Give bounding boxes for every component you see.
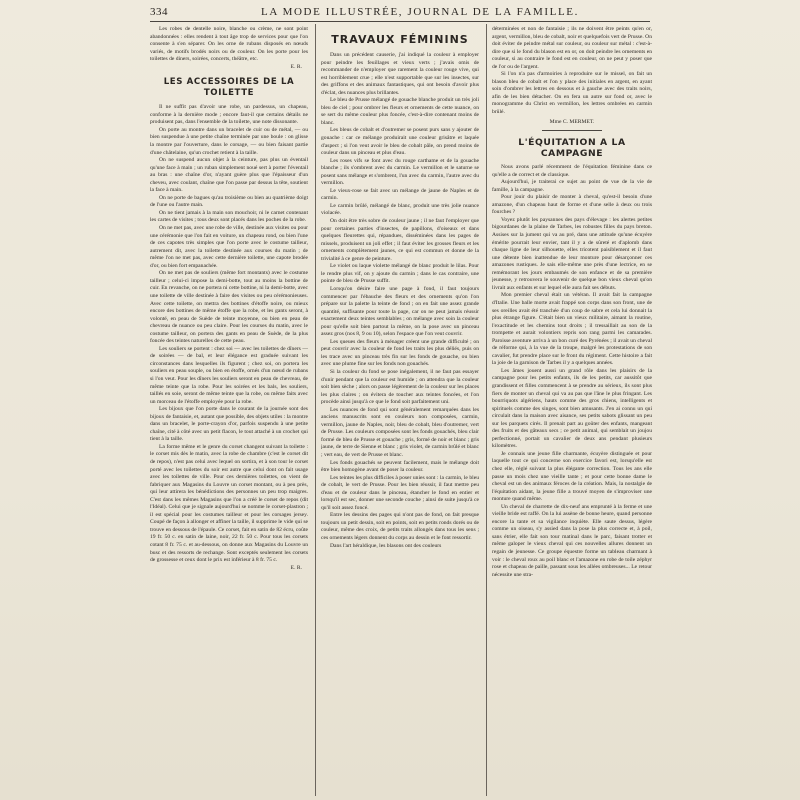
journal-title: LA MODE ILLUSTRÉE, JOURNAL DE LA FAMILLE. — [261, 6, 579, 18]
article-paragraph: Mon premier cheval était un vétéran. Il avait fait la campagne d'Italie. Une balle morte avait frappé son corps dans son front, une de ses oreilles avait été tranchée d'un coup de sabre et cela lui donnait la plus étrange figure. C'était bien un vieux militaire, aimant la routine, l'exactitude et les chemins tout droits ; il tressaillait au son de la trompette et aurait volontiers repris son rang parmi les camarades. Paroisse aventure arriva à un bon curé des Pyrénées ; il avait un cheval de réforme qui, à la vue de la troupe, malgré les protestations de son cavalier, fut prendre place sur le front du régiment. Cette histoire a fait la joie de la garnison de Tarbes il y a quelques années. — [492, 292, 652, 367]
page-number: 334 — [150, 6, 168, 18]
page-header — [150, 4, 650, 22]
column-divider — [486, 24, 487, 796]
article-paragraph: On ne met pas, avec une robe de ville, destinée aux visites ou pour une cérémonie que l'on fait en voiture, un chapeau rond, ou bien l'une de ces capotes très simples que l'on porte avec le costume tailleur, autrement dit, avec la toilette destinée aux courses du matin ; de même l'on ne met pas, avec cette dernière toilette, une capote brodée d'or, ou bien fort empanachée. — [150, 225, 308, 269]
article-paragraph: Les souliers se portent : chez soi — avec les toilettes de dîners — de soirées — de bal, et leur élégance est graduée suivant les circonstances dans lesquelles ils figurent ; chez soi, on portera les souliers en peau souple, ou bien en étoffe, ornés d'un nœud de rubans si l'on veut. Pour les dîners les souliers seront en peau de chevreau, de même teinte que la robe. Pour les soirées et les bals, les souliers, taillés en soie, seront de même teinte que la robe, ou même faits avec un morceau de l'étoffe employée pour la robe. — [150, 345, 308, 405]
article-signature: Mme C. MERMET. — [549, 118, 595, 125]
intro-paragraph: Les robes de dentelle noire, blanche ou crème, ne sont point abandonnées : elles rendent à tout âge trop de services pour que l'on consente à s'en séparer. On les orne de rubans disposés en nœuds variés, de motifs brodés noirs ou de couleur. On les porte pour les toilettes de diners, soirées, concerts, théâtre, etc. — [150, 26, 308, 63]
article-paragraph: Lorsqu'on désire faire une page à fond, il faut toujours commencer par l'ébauche des fleurs et des ornements qu'on l'on prépare sur la palette la teinte de fond ; on en fait une assez grande quantité, suffisante pour toute la page, car on ne peut jamais réussir exactement deux teintes semblables ; on mélange avec soin la couleur pour qu'elle soit bien partout la même, on la pose avec un pinceau assez gros (nos 8, 9 ou 10), selon l'espace que l'on veut couvrir. — [321, 285, 479, 338]
article-paragraph: Pour jouir du plaisir de monter à cheval, qu'est-il besoin d'une amazone, d'un chapeau haut de forme et d'une selle à deux ou trois fourches ? — [492, 194, 652, 216]
article-paragraph: Les queues des fleurs à ménager créent une grande difficulté ; on peut couvrir avec la couleur de fond les traits les plus déliés, puis on les trace avec un pinceau très fin sur les fonds de gouache, ou bien avec une plume fine sur les fonds non gouachés. — [321, 338, 479, 368]
article-paragraph: Les fonds gouachés se peuvent facilement, mais le mélange doit être bien homogène avant de poser la couleur. — [321, 459, 479, 474]
article-paragraph: On ne tient jamais à la main son mouchoir, ni le carnet contenant les cartes de visites ; tous deux sont placés dans les poches de la robe. — [150, 209, 308, 224]
article-paragraph: déterminées et non de fantaisie ; ils ne doivent être peints qu'en or, argent, vermillon, bleu de cobalt, noir et quelquefois vert de Prusse. On doit éviter de peindre métal sur couleur, ou couleur sur métal : c'est-à-dire que si le fond du blason est en or, on doit peindre les ornements en couleur, si au contraire le fond est en couleur, on ne peut y poser que de l'or ou de l'argent. — [492, 26, 652, 70]
article-paragraph: Un cheval de charrette de dix-neuf ans emprunté à la ferme et une vieille bride est raffé. On la lui assène de bonne heure, quand personne encore la tante et sa vigilance inquiète. Elle saute dessus, légère comme un oiseau, s'y assied dans la pose la plus correcte et, à poil, sans étrier, elle fait son tour matinal dans le parc, faisant trotter et même galoper le vieux cheval qui ces nouvelles allures donnent un regain de jeunesse. Ce groupe équestre forme un tableau charmant à voir : le cheval roux au poil blanc et l'amazone en robe de toile zéphyr rose et chapeau de paille, passant sous les allées ombreuses... Le retour nécessite une stra- — [492, 503, 652, 578]
section-rule — [542, 130, 602, 131]
column-right — [492, 26, 652, 796]
article-paragraph: Dans un précédent causerie, j'ai indiqué la couleur à employer pour peindre les feuillages et vieux verts ; j'avais omis de recommander de n'employer que rarement la couleur rouge vive, qui est horriblement crue ; elle n'est supportable que sur les insectes, sur des griffons et des animaux fantastiques, qui ont besoin d'avoir plus d'éclat, des nuances plus brillantes. — [321, 52, 479, 96]
article-paragraph: Les bleus de cobalt et d'outremer se posent purs sans y ajouter de gouache : car ce mélange produirait une couleur grisâtre et laquée d'aspect ; si l'on veut avoir le bleu de cobalt pâle, on prend moins de couleur dans un pinceau et plus d'eau. — [321, 127, 479, 157]
article-paragraph: La forme même et le genre du corset changent suivant la toilette : le corset mis dès le matin, avec la robe de chambre (c'est le corset dit de repos), n'est pas celui avec lequel on sortira, et à son tour le corset porté avec les toilettes du soir est autre que celui dont on fait usage avec les toilettes de ville. Pour ces dernières toilettes, on vient de fabriquer aux Magasins du Louvre un corset montant, ou à peu près, qui leur attirera les bénédictions des personnes un peu trop maigres. C'est dans les mêmes Magasins que l'on a créé le corset de repos (dit l'Idéal). Celui que je signale aujourd'hui se nomme le corset-plastron ; il est spécial pour les costumes tailleur et pour les corsages jersey. Coupé de façon à allonger et affiner la taille, il supprime le vide qui se trouve en dessous de l'épaule. Ce corset, fait en satin de 82 écru, coûte 19 fr. 50 c. en satin de laine, noir, 22 fr. 50 c. Pour tous les corsets cotant 8 fr. 75 c. et au-dessous, on donne aux Magasins du Louvre un busc et des ressorts de rechange. Sont exceptés seulement les corsets de grossesse et ceux dont le prix est inférieur à 8 fr. 75 c. — [150, 443, 308, 564]
article-paragraph: Entre les dessins des pages qui n'ont pas de fond, on fait presque toujours un petit dessin, soit en points, soit en petits ronds dorés ou de couleur, même des croix, de petits traits allongés dans tous les sens ; ces ornements légers donnent du corps au dessin et le font ressortir. — [321, 512, 479, 541]
column-divider — [315, 24, 316, 796]
column-middle — [321, 26, 479, 796]
column-left — [150, 26, 308, 796]
article-title-accessoires: LES ACCESSOIRES DE LA TOILETTE — [163, 77, 295, 99]
article-paragraph: On ne suspend aucun objet à la ceinture, pas plus un éventail qu'une face à main ; un ruban simplement noué sert à porter l'éventail au bras : une chaîne d'or, n'ayant guère plus que l'épaisseur d'un cheveu, avec coulant, chaîne que l'on passe par dessus la tête, soutient la face à main. — [150, 157, 308, 194]
article-paragraph: Le vieux-rose se fait avec un mélange de jaune de Naples et de carmin. — [321, 187, 479, 202]
article-paragraph: Les bijoux que l'on porte dans le courant de la journée sont des bijoux de fantaisie, et, autant que possible, des objets utiles : la montre dans un bracelet, le porte-crayon d'or, parfois suspendu à une petite chaîne, cité à côté avec un petit flacon, le tout attaché à un crochet qui tient à la taille. — [150, 406, 308, 443]
article-paragraph: Voyez plutôt les paysannes des pays d'élevage : les alertes petites bigourdanes de la plaine de Tarbes, les robustes filles du pays breton. Assises sur la jument qui va au pré, dans une attitude qu'une écuyère émérite pourrait leur envier, tant il y a de sûreté et d'aplomb dans chaque ligne de leur silhouette, elles tricotent paisiblement et il faut une détente bien inattendue de leur monture pour désarçonner ces amazones rustiques. Je sais elle-même une près d'une lectrice, en se remémorant les jours embaumés de son enfance et de sa première jeunesse, y retrouvera le souvenir de quelque bon vieux cheval qu'on livrait aux enfants et sur lequel elle aura fait ses débuts. — [492, 216, 652, 291]
article-paragraph: On ne met pas de souliers (même fort montants) avec le costume tailleur ; celui-ci impose la demi-botte, tout au moins la bottine de cuir. En revanche, on ne portera ni cette bottine, ni la demi-botte, avec une toilette de ville destinée à faire des visites ou peu cérémonieuses. Avec cette toilette, on mettra des bottines d'étoffe noire, ou mieux encore des bottines de même étoffe que la robe, et les gants seront, à volonté, en peau de Suède de teinte moyenne, ou bien en peau de chevreau de nuance ou peu claire. Pour les courses du matin, avec le costume tailleur, on portera des gants en peau de Suède, de la plus foncée des teintes naturelles de cette peau. — [150, 270, 308, 345]
article-paragraph: On porte au montre dans un bracelet de cuir ou de métal, — ou bien suspendue à une petite chaîne terminée par une boule : on glisse la montre par l'ouverture, dans le corsage, — ou bien faisant partie d'une châtelaine, qu'un crochet retient à la taille. — [150, 126, 308, 156]
intro-signature: E. R. — [290, 63, 302, 70]
article-paragraph: Il ne suffit pas d'avoir une robe, un pardessus, un chapeau, conforme à la dernière mode ; encore faut-il que certains détails ne produisent pas, dans l'ensemble de la toilette, une note dissonante. — [150, 104, 308, 126]
article-paragraph: Dans l'art héraldique, les blasons ont des couleurs — [330, 542, 442, 549]
article-title-travaux: TRAVAUX FÉMININS — [331, 33, 469, 46]
article-paragraph: Les teintes les plus difficiles à poser unies sont : la carmin, le bleu de cobalt, le vert de Prusse. Pour les bien réussir, il faut mettre peu d'eau et de couleur dans le pinceau, étancher le fond en entier et lorsqu'il est sec, donner une seconde couche ; ainsi de suite jusqu'à ce qu'il soit assez foncé. — [321, 474, 479, 511]
article-paragraph: Aujourd'hui, je traiterai ce sujet au point de vue de la vie de famille, à la campagne. — [492, 179, 652, 193]
article-signature: E. R. — [290, 564, 302, 571]
article-paragraph: Si la couleur du fond se pose inégalement, il ne faut pas essayer d'unir pendant que la couleur est humide ; on attendra que la couleur soit bien sèche ; alors on passe légèrement de la couleur sur les places les plus claires ; on évitera de toucher aux teintes foncées, et l'on procède ainsi jusqu'à ce que le fond soit parfaitement uni. — [321, 368, 479, 406]
article-paragraph: Les nuances de fond qui sont généralement remarquées dans les anciens manuscrits sont en couleurs non composées, carmin, vermillon, jaune de Naples, noir, bleu de cobalt, bleu d'outremer, vert de Prusse. Les couleurs composées sont les fonds gouachés, bleu clair formé de bleu de Prusse et gouache ; gris, formé de noir et blanc ; gris jaune, de terre de Sienne et blanc ; gris violet, de carmin brûlé et blanc ; vert eau, de vert de Prusse et blanc. — [321, 406, 479, 458]
article-paragraph: Le bleu de Prusse mélangé de gouache blanche produit un très joli bleu de ciel ; pour ombrer les fleurs et ornements de cette nuance, on se sert du même couleur plus foncée, c'est-à-dire contenant moins de blanc. — [321, 97, 479, 126]
article-paragraph: On doit être très sobre de couleur jaune ; il ne faut l'employer que pour certaines parties d'insectes, de papillons, d'oiseaux et dans quelques fleurettes qui, répandues, disséminées dans les pages de missels, produisent un joli effet ; il faut éviter les grosses fleurs et les ornements complètement jaunes, ce qui est commun et donne de la trivialité à ce genre de peinture. — [321, 218, 479, 262]
article-paragraph: On ne porte de bagues qu'au troisième ou bien au quatrième doigt de l'une ou l'autre main. — [150, 194, 308, 209]
article-title-equitation: L'ÉQUITATION A LA CAMPAGNE — [518, 137, 626, 160]
article-paragraph: Si l'on n'a pas d'armoiries à reproduire sur le missel, on fait un blason bleu de cobalt et l'on y place des initiales en argent, en ayant soin d'ombrer les lettres en dessous et à gauche avec des traits noirs, afin de les bien détacher. On en fera un autre sur fond or, avec le monogramme du Christ en vermillon, les lettres ombrées en carmin brûlé. — [492, 71, 652, 116]
article-paragraph: Je connais une jeune fille charmante, écuyère distinguée et pour laquelle tout ce qui concerne son exercice favori est, lorsqu'elle est chez elle, réglé suivant la plus élégante correction. Tous les ans elle passe un mois chez une vieille tante ; et pour cette bonne dame le cheval est un des animaux féroces de la création. Mais, la nostalgie de l'équitation aidant, la jeune fille a trouvé moyen de s'improviser une monture quand même. — [492, 450, 652, 503]
article-paragraph: Nous avons parlé récemment de l'équitation féminine dans ce qu'elle a de correct et de classique. — [492, 164, 652, 178]
article-paragraph: Le violet ou laque violette mélangé de blanc produit le lilas. Pour le rendre plus vif, on y ajoute du carmin ; dans le cas contraire, une pointe de bleu de Prusse suffit. — [321, 263, 479, 285]
article-paragraph: Les roses vifs se font avec du rouge carthame et de la gouache blanche ; ils s'ombrent avec du carmin. Le vermillon et le saturne se posent sans mélange et s'ombrent, l'un avec du carmin, l'autre avec du vermillon. — [321, 157, 479, 187]
article-paragraph: Le carmin brûlé, mélangé de blanc, produit une très jolie nuance violacée. — [321, 202, 479, 217]
article-paragraph: Les âmes jouent aussi un grand rôle dans les plaisirs de la campagne pour les petits enfants, ils de les petits, car aussitôt que grandissent et filles commencent à se prendre au sérieux, ils sont plus fiers de monter un cheval qui va au pas que l'âne le plus fringant. Les bourriquots algériens, hauts comme des gros chiens, intelligents et spirituels comme des singes, sont bien amusants. J'en ai connu un qui circulait dans la maison avec aisance, ses petits sabots glissant un peu sur les parquets cirés. Il prenait part au goûter des enfants, mangeant des fruits et des gâteaux secs ; ce petit animal, qui semblait un joujou perfectionné, portait un cavalier de deux ans pendant plusieurs kilomètres. — [492, 367, 652, 450]
header-rule — [150, 21, 650, 22]
